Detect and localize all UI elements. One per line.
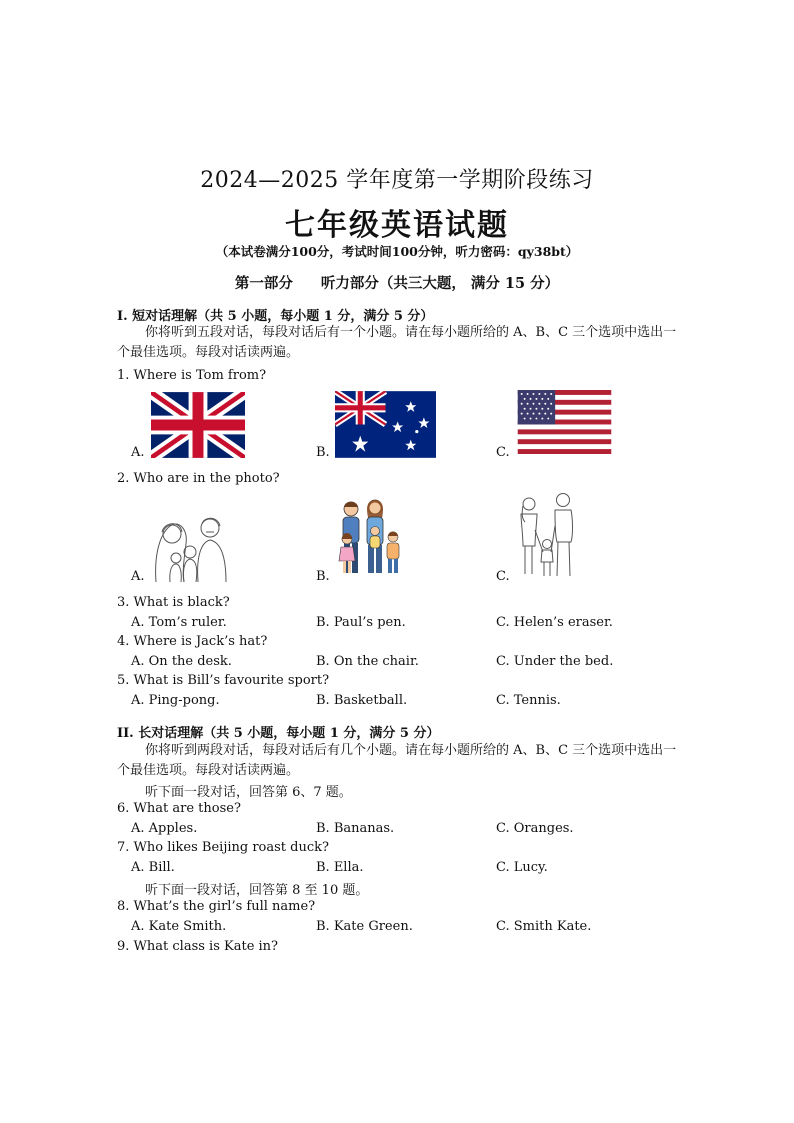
q7-option-a: A. Bill. [131,860,175,875]
exam-note: （本试卷满分100分，考试时间100分钟，听力密码：qy38bt） [215,244,579,259]
exam-title: 七年级英语试题 [285,208,509,243]
q6-option-b: B. Bananas. [316,821,395,836]
q8-option-b: B. Kate Green. [316,919,413,934]
family-sketch-parents-icon [515,490,579,580]
q4-option-b: B. On the chair. [316,654,419,669]
q2-option-a: A. [131,569,145,584]
q3-option-b: B. Paul’s pen. [316,615,406,630]
section2-heading: II. 长对话理解（共 5 小题，每小题 1 分，满分 5 分） [117,726,440,741]
q7-option-b: B. Ella. [316,860,364,875]
question-9: 9. What class is Kate in? [117,939,279,954]
section2-instructions: 你将听到两段对话，每段对话后有几个小题。请在每小题所给的 A、B、C 三个选项中选出一个最佳选项。每段对话读两遍。 [117,743,677,778]
q4-option-c: C. Under the bed. [496,654,614,669]
q5-option-a: A. Ping-pong. [131,693,220,708]
question-1: 1. Where is Tom from? [117,368,267,383]
q1-option-a: A. [131,445,145,460]
dialog1-note: 听下面一段对话，回答第 6、7 题。 [145,785,352,800]
question-5: 5. What is Bill’s favourite sport? [117,673,330,688]
dialog2-note: 听下面一段对话，回答第 8 至 10 题。 [145,883,369,898]
usa-flag-icon [516,390,613,454]
australia-flag-icon [335,391,436,458]
section1-heading: I. 短对话理解（共 5 小题，每小题 1 分，满分 5 分） [117,309,434,324]
q6-option-a: A. Apples. [131,821,198,836]
question-3: 3. What is black? [117,595,230,610]
q8-option-a: A. Kate Smith. [131,919,227,934]
part-heading [0,272,794,293]
question-8: 8. What’s the girl’s full name? [117,899,316,914]
question-7: 7. Who likes Beijing roast duck? [117,840,329,855]
q3-option-a: A. Tom’s ruler. [131,615,227,630]
family-sketch-grandparents-icon [146,504,238,584]
q4-option-a: A. On the desk. [131,654,232,669]
q6-option-c: C. Oranges. [496,821,574,836]
q7-option-c: C. Lucy. [496,860,548,875]
uk-flag-icon [151,392,245,458]
q2-option-b: B. [316,569,330,584]
q1-option-b: B. [316,445,330,460]
family-color-icon [333,495,405,579]
q5-option-c: C. Tennis. [496,693,561,708]
question-6: 6. What are those? [117,801,241,816]
q5-option-b: B. Basketball. [316,693,408,708]
question-4: 4. Where is Jack’s hat? [117,634,268,649]
section1-instructions: 你将听到五段对话，每段对话后有一个小题。请在每小题所给的 A、B、C 三个选项中选出一个最佳选项。每段对话读两遍。 [117,325,677,360]
question-2: 2. Who are in the photo? [117,471,280,486]
part-label: 第一部分 [234,275,293,292]
part-name: 听力部分（共三大题， 满分 15 分） [320,275,560,292]
year-title: 2024—2025 学年度第一学期阶段练习 [200,168,594,193]
q3-option-c: C. Helen’s eraser. [496,615,613,630]
q2-option-c: C. [496,569,510,584]
q1-option-c: C. [496,445,510,460]
q8-option-c: C. Smith Kate. [496,919,592,934]
